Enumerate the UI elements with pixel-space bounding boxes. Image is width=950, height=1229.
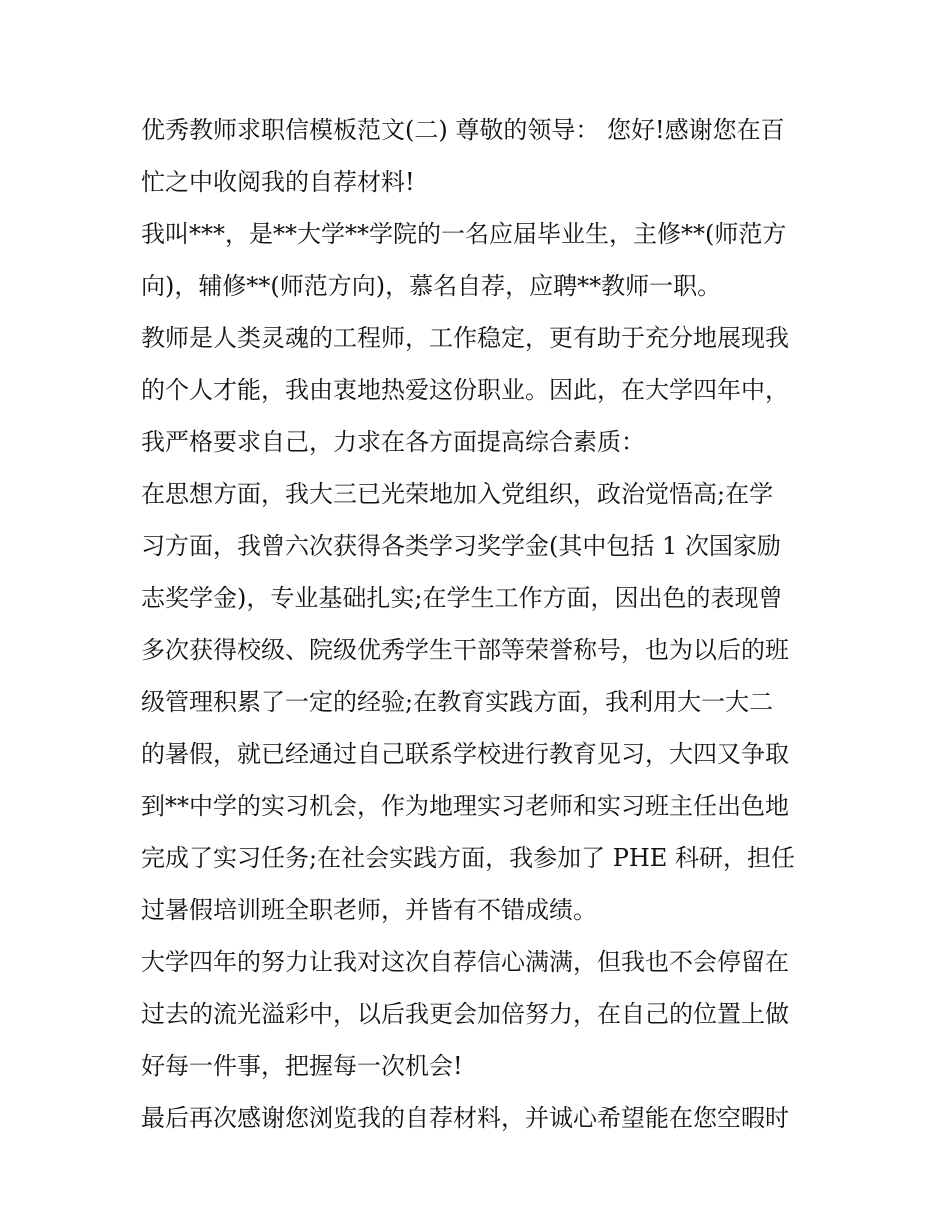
text-line: 的暑假，就已经通过自己联系学校进行教育见习，大四又争取	[141, 740, 789, 768]
text-line: 优秀教师求职信模板范文(二) 尊敬的领导： 您好!感谢您在百	[141, 116, 785, 144]
text-line: 大学四年的努力让我对这次自荐信心满满，但我也不会停留在	[141, 948, 789, 976]
text-line: 最后再次感谢您浏览我的自荐材料，并诚心希望能在您空暇时	[141, 1104, 789, 1132]
letter-body	[141, 104, 821, 1144]
text-line: 级管理积累了一定的经验;在教育实践方面，我利用大一大二	[141, 688, 774, 716]
text-line: 好每一件事，把握每一次机会!	[141, 1052, 463, 1080]
text-line: 多次获得校级、院级优秀学生干部等荣誉称号，也为以后的班	[141, 636, 789, 664]
text-line: 向)，辅修**(师范方向)，慕名自荐，应聘**教师一职。	[141, 272, 722, 300]
text-line: 的个人才能，我由衷地热爱这份职业。因此，在大学四年中，	[141, 376, 789, 404]
text-line: 过去的流光溢彩中，以后我更会加倍努力，在自己的位置上做	[141, 1000, 789, 1028]
text-line: 志奖学金)，专业基础扎实;在学生工作方面，因出色的表现曾	[141, 584, 783, 612]
text-line: 忙之中收阅我的自荐材料!	[141, 168, 415, 196]
text-line: 我严格要求自己，力求在各方面提高综合素质：	[141, 428, 645, 456]
text-line: 完成了实习任务;在社会实践方面，我参加了 PHE 科研，担任	[141, 844, 795, 872]
text-line: 过暑假培训班全职老师，并皆有不错成绩。	[141, 896, 597, 924]
text-line: 到**中学的实习机会，作为地理实习老师和实习班主任出色地	[141, 792, 789, 820]
text-line: 在思想方面，我大三已光荣地加入党组织，政治觉悟高;在学	[141, 480, 774, 508]
text-line: 习方面，我曾六次获得各类学习奖学金(其中包括 1 次国家励	[141, 532, 781, 560]
text-line: 我叫***，是**大学**学院的一名应届毕业生，主修**(师范方	[141, 220, 787, 248]
text-line: 教师是人类灵魂的工程师，工作稳定，更有助于充分地展现我	[141, 324, 789, 352]
